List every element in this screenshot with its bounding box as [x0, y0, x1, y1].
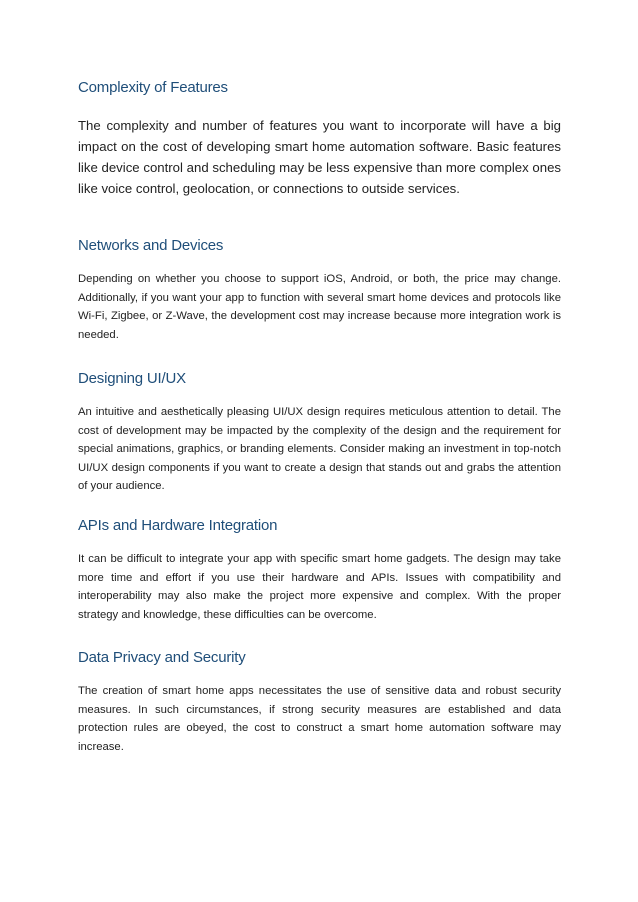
section-data-privacy-and-security [78, 648, 561, 756]
section-heading: Complexity of Features [78, 79, 228, 96]
section-heading: Data Privacy and Security [78, 649, 246, 666]
section-paragraph: The complexity and number of features you want to incorporate will have a big impact on the cost of developing smart home automation software. Basic features like device control and scheduling may be less expensive than more complex ones like voice control, geolocation, or connections to outside services. [78, 118, 561, 196]
section-heading: Networks and Devices [78, 237, 224, 254]
section-paragraph: The creation of smart home apps necessitates the use of sensitive data and robust security measures. In such circumstances, if strong security measures are established and data protection rules are obeyed, the cost to construct a smart home automation software may increase. [78, 685, 561, 753]
section-heading: Designing UI/UX [78, 370, 186, 387]
section-complexity-of-features [78, 78, 561, 199]
section-apis-and-hardware-integration [78, 516, 561, 624]
section-paragraph: It can be difficult to integrate your app with specific smart home gadgets. The design may take more time and effort if you use their hardware and APIs. Issues with compatibility and interoperability may also make the project more expensive and complex. With the proper strategy and knowledge, these difficulties can be overcome. [78, 553, 561, 621]
section-paragraph: An intuitive and aesthetically pleasing UI/UX design requires meticulous attention to detail. The cost of development may be impacted by the complexity of the design and the requirement for special animations, graphics, or branding elements. Consider making an investment in top-notch UI/UX design components if you want to create a design that stands out and grabs the attention of your audience. [78, 406, 561, 493]
section-paragraph: Depending on whether you choose to support iOS, Android, or both, the price may change. Additionally, if you want your app to function with several smart home devices and protocols like Wi-Fi, Zigbee, or Z-Wave, the development cost may increase because more integration work is needed. [78, 273, 561, 341]
section-heading: APIs and Hardware Integration [78, 517, 278, 534]
section-networks-and-devices [78, 236, 561, 344]
section-designing-ui-ux [78, 369, 561, 496]
